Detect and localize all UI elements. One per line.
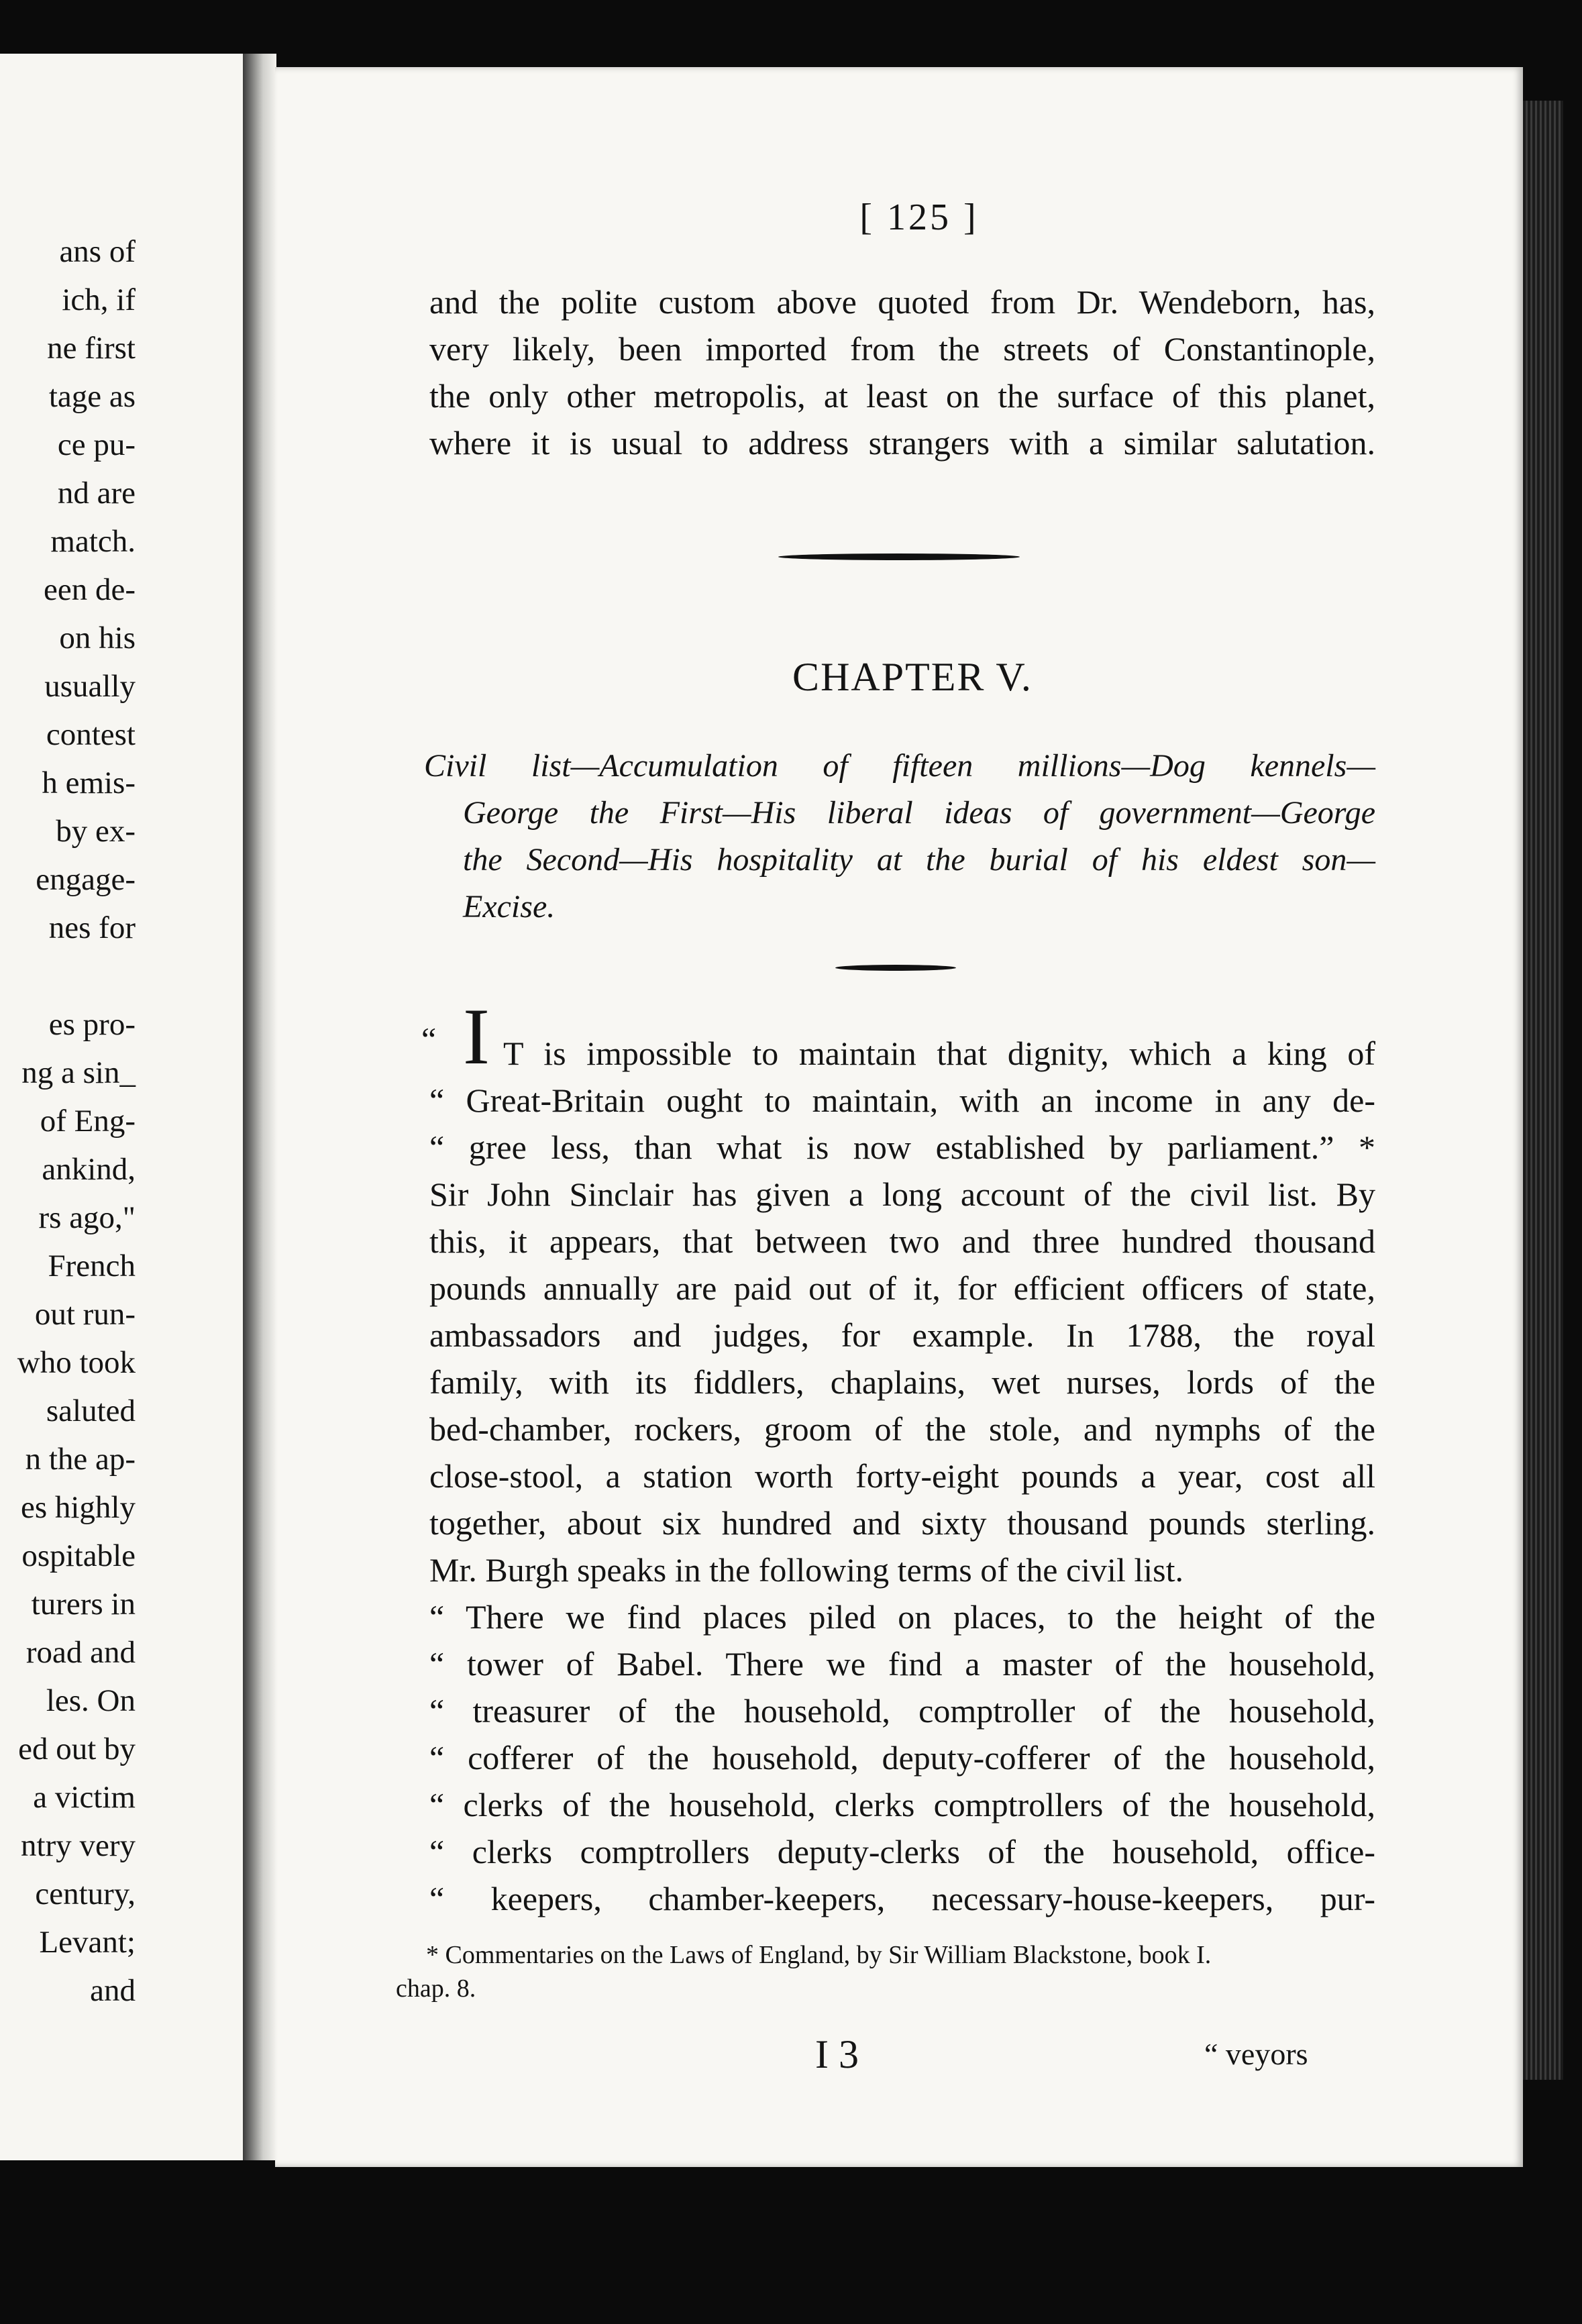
left-page-fragment: a victim: [33, 1780, 136, 1815]
body-line: “ Great-Britain ought to maintain, with an income in any de-: [429, 1081, 1375, 1119]
left-page-fragment: ich, if: [62, 282, 136, 317]
body-line: “ treasurer of the household, comptroller of the household,: [429, 1692, 1375, 1730]
left-page-fragment: by ex-: [56, 814, 136, 849]
footnote-line: chap. 8.: [396, 1974, 476, 2003]
chapter-summary-line: the Second—His hospitality at the burial of his eldest son—: [463, 842, 1375, 878]
body-line: Mr. Burgh speaks in the following terms of the civil list.: [429, 1551, 1183, 1589]
opening-line: where it is usual to address strangers with a similar salutation.: [429, 424, 1375, 462]
body-line: close-stool, a station worth forty-eight pounds a year, cost all: [429, 1457, 1375, 1495]
left-page-fragment: rs ago,": [38, 1200, 136, 1235]
left-page-fragment: century,: [35, 1877, 136, 1911]
body-line: “ clerks of the household, clerks comptrollers of the household,: [429, 1786, 1375, 1824]
left-page: [0, 54, 245, 2160]
left-page-fragment: on his: [59, 621, 136, 655]
left-page-fragment: engage-: [36, 862, 136, 897]
left-page-fragment: les. On: [46, 1683, 136, 1718]
left-page-fragment: French: [48, 1249, 136, 1283]
left-page-fragment: out run-: [34, 1297, 136, 1332]
chapter-summary-line: Excise.: [463, 889, 556, 925]
left-page-fragment: and: [90, 1973, 136, 2008]
catchword: “ veyors: [1204, 2037, 1308, 2071]
opening-line: very likely, been imported from the streets of Constantinople,: [429, 330, 1375, 368]
left-page-fragment: ne first: [47, 331, 136, 366]
body-line: “ There we find places piled on places, to the height of the: [429, 1598, 1375, 1636]
left-page-fragment: ntry very: [21, 1828, 136, 1863]
ornamental-rule: [835, 965, 956, 971]
left-page-fragment: nd are: [57, 476, 136, 511]
body-line: T is impossible to maintain that dignity, which a king of: [503, 1035, 1375, 1072]
page-edge: [1523, 101, 1563, 2080]
left-page-fragment: ankind,: [42, 1152, 136, 1187]
opening-line: the only other metropolis, at least on the surface of this planet,: [429, 377, 1375, 415]
left-page-fragment: ed out by: [18, 1732, 136, 1766]
footnote-line: * Commentaries on the Laws of England, by Sir William Blackstone, book I.: [426, 1941, 1212, 1969]
page-number: [ 125 ]: [859, 197, 979, 238]
body-line: “ tower of Babel. There we find a master of the household,: [429, 1645, 1375, 1683]
left-page-fragment: usually: [44, 669, 136, 704]
ornamental-rule: [778, 553, 1020, 560]
left-page-fragment: contest: [46, 717, 136, 752]
left-page-fragment: nes for: [48, 910, 136, 945]
left-page-fragment: es pro-: [48, 1007, 136, 1042]
left-page-fragment: ce pu-: [57, 427, 136, 462]
chapter-summary-line: Civil list—Accumulation of fifteen millions—Dog kennels—: [424, 748, 1375, 784]
chapter-title: CHAPTER V.: [792, 655, 1033, 699]
chapter-summary-line: George the First—His liberal ideas of government—George: [463, 795, 1375, 831]
body-line: Sir John Sinclair has given a long account of the civil list. By: [429, 1175, 1375, 1213]
left-page-fragment: tage as: [48, 379, 136, 414]
left-page-fragment: h emis-: [42, 765, 136, 800]
body-line: “ keepers, chamber-keepers, necessary-house-keepers, pur-: [429, 1880, 1375, 1917]
left-page-fragment: road and: [25, 1635, 136, 1670]
left-page-fragment: n the ap-: [25, 1442, 136, 1477]
body-line: pounds annually are paid out of it, for efficient officers of state,: [429, 1269, 1375, 1307]
gutter-shadow: [243, 54, 276, 2160]
body-line: this, it appears, that between two and three hundred thousand: [429, 1222, 1375, 1260]
left-page-fragment: match.: [50, 524, 136, 559]
opening-line: and the polite custom above quoted from Dr. Wendeborn, has,: [429, 283, 1375, 321]
signature-mark: I 3: [815, 2032, 859, 2076]
body-line: together, about six hundred and sixty thousand pounds sterling.: [429, 1504, 1375, 1542]
body-line: “ gree less, than what is now established by parliament.” *: [429, 1128, 1375, 1166]
left-page-fragment: who took: [17, 1345, 136, 1380]
left-page-fragment: ans of: [59, 234, 136, 269]
left-page-fragment: of Eng-: [40, 1104, 136, 1139]
body-line: “ cofferer of the household, deputy-cofferer of the household,: [429, 1739, 1375, 1777]
left-page-fragment: saluted: [46, 1393, 136, 1428]
body-line: bed-chamber, rockers, groom of the stole, and nymphs of the: [429, 1410, 1375, 1448]
body-line: “ clerks comptrollers deputy-clerks of the household, office-: [429, 1833, 1375, 1870]
drop-capital: I: [463, 992, 490, 1081]
left-page-fragment: turers in: [31, 1587, 136, 1622]
left-page-fragment: es highly: [20, 1490, 136, 1525]
left-page-fragment: ng a sin_: [21, 1055, 136, 1090]
left-page-fragment: ospitable: [21, 1538, 136, 1573]
body-line: ambassadors and judges, for example. In 1788, the royal: [429, 1316, 1375, 1354]
left-page-fragment: een de-: [44, 572, 136, 607]
left-page-fragment: Levant;: [39, 1925, 136, 1960]
opening-quote-mark: “: [421, 1020, 437, 1058]
body-line: family, with its fiddlers, chaplains, wet nurses, lords of the: [429, 1363, 1375, 1401]
